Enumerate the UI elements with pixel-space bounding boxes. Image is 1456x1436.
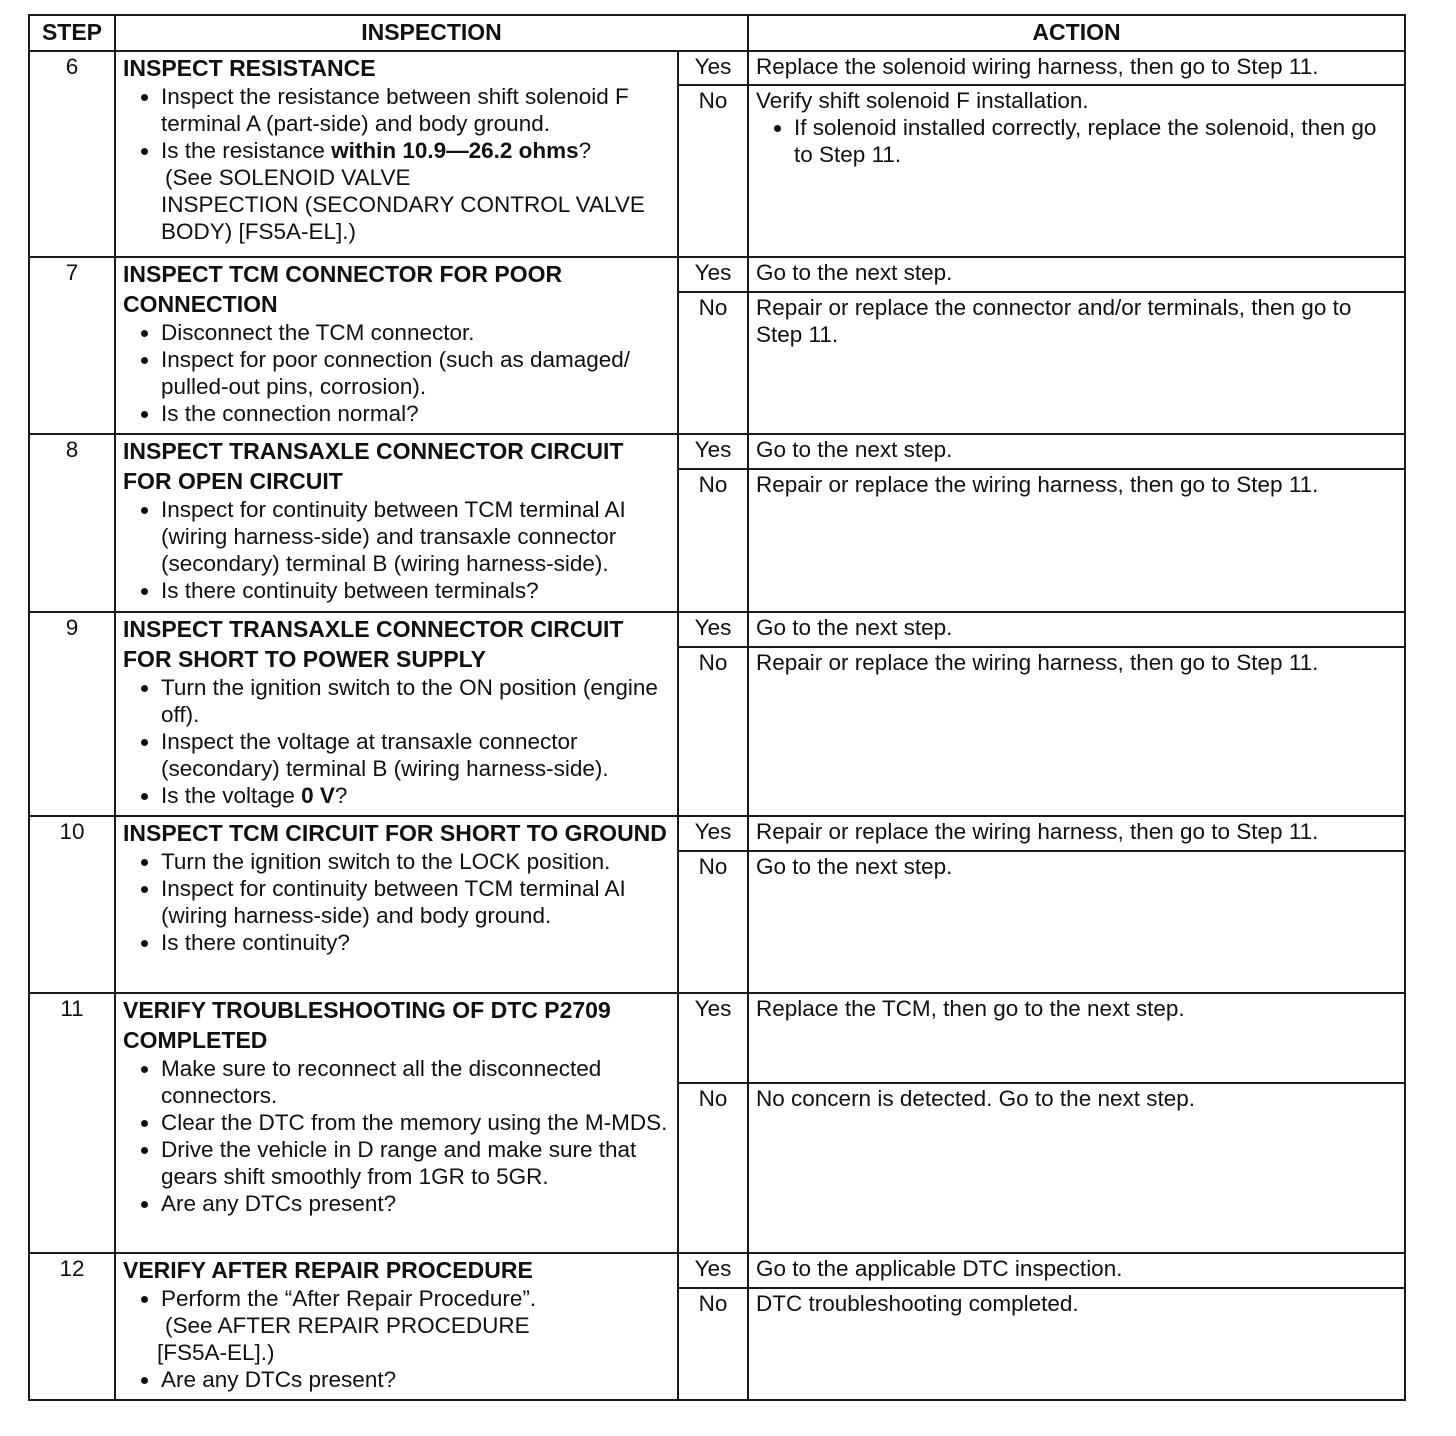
step-9-yes-row: [29, 612, 1405, 647]
inspection-item: • Is there continuity?: [161, 929, 670, 956]
yes-label: Yes: [678, 257, 748, 292]
text: Is the resistance: [161, 138, 332, 163]
inspection-item: • Inspect the voltage at transaxle connector (secondary) terminal B (wiring harness-side).: [161, 728, 670, 782]
yes-action: Go to the applicable DTC inspection.: [748, 1253, 1405, 1288]
step-number: 7: [29, 257, 115, 434]
inspection-cell: [115, 1253, 678, 1400]
inspection-list: [123, 83, 670, 245]
yes-label: Yes: [678, 434, 748, 469]
inspection-list: [123, 1055, 670, 1217]
yes-label: Yes: [678, 993, 748, 1083]
step-number: 12: [29, 1253, 115, 1400]
yes-action: Go to the next step.: [748, 257, 1405, 292]
inspection-item: • Are any DTCs present?: [161, 1190, 670, 1217]
inspection-item: • Inspect for continuity between TCM terminal AI (wiring harness-side) and transaxle connector (secondary) terminal B (wiring harness-side).: [161, 496, 670, 577]
inspection-item: • Inspect for poor connection (such as damaged/ pulled-out pins, corrosion).: [161, 346, 670, 400]
no-action: Go to the next step.: [748, 851, 1405, 993]
inspection-item: • Inspect for continuity between TCM terminal AI (wiring harness-side) and body ground.: [161, 875, 670, 929]
inspection-list: [123, 1285, 670, 1393]
spec-value: within 10.9—26.2 ohms: [331, 138, 579, 163]
inspection-item: • Turn the ignition switch to the ON position (engine off).: [161, 674, 670, 728]
header-row: [29, 15, 1405, 51]
no-label: No: [678, 469, 748, 612]
inspection-list: [123, 848, 670, 956]
step-12-yes-row: [29, 1253, 1405, 1288]
inspection-item: • Are any DTCs present?: [161, 1366, 670, 1393]
step-number: 10: [29, 816, 115, 993]
inspection-item: • Disconnect the TCM connector.: [161, 319, 670, 346]
no-action: Repair or replace the wiring harness, then go to Step 11.: [748, 469, 1405, 612]
text: ?: [334, 783, 348, 808]
inspection-cell: [115, 993, 678, 1253]
inspection-title: INSPECT TCM CONNECTOR FOR POOR CONNECTION: [123, 261, 563, 317]
inspection-cell: [115, 816, 678, 993]
no-label: No: [678, 1288, 748, 1400]
yes-label: Yes: [678, 1253, 748, 1288]
inspection-title: VERIFY TROUBLESHOOTING OF DTC P2709 COMPLETED: [123, 997, 611, 1053]
reference-text: (See AFTER REPAIR PROCEDURE: [165, 1313, 530, 1338]
inspection-title: VERIFY AFTER REPAIR PROCEDURE: [123, 1257, 533, 1283]
no-action: No concern is detected. Go to the next step.: [748, 1083, 1405, 1253]
action-item: • If solenoid installed correctly, replace the solenoid, then go to Step 11.: [794, 114, 1397, 168]
inspection-cell: [115, 434, 678, 612]
no-action-cell: [748, 85, 1405, 257]
text: Perform the “After Repair Procedure”.: [161, 1286, 537, 1311]
no-action: DTC troubleshooting completed.: [748, 1288, 1405, 1400]
inspection-list: [123, 319, 670, 427]
no-label: No: [678, 1083, 748, 1253]
inspection-cell: [115, 257, 678, 434]
step-11-yes-row: [29, 993, 1405, 1083]
header-action: ACTION: [748, 15, 1405, 51]
step-number: 9: [29, 612, 115, 816]
yes-label: Yes: [678, 51, 748, 85]
no-action: Repair or replace the wiring harness, then go to Step 11.: [748, 647, 1405, 816]
no-label: No: [678, 647, 748, 816]
inspection-item: • Drive the vehicle in D range and make sure that gears shift smoothly from 1GR to 5GR.: [161, 1136, 670, 1190]
inspection-item: [161, 137, 670, 245]
spec-value: 0 V: [301, 783, 335, 808]
yes-action: Replace the solenoid wiring harness, then go to Step 11.: [748, 51, 1405, 85]
step-number: 8: [29, 434, 115, 612]
step-10-yes-row: [29, 816, 1405, 851]
inspection-item: • Is the connection normal?: [161, 400, 670, 427]
action-list: [756, 114, 1397, 168]
inspection-item: [157, 1285, 670, 1366]
no-label: No: [678, 292, 748, 434]
inspection-item: • Inspect the resistance between shift solenoid F terminal A (part-side) and body ground.: [161, 83, 670, 137]
inspection-list: [123, 674, 670, 809]
yes-action: Repair or replace the wiring harness, then go to Step 11.: [748, 816, 1405, 851]
yes-action: Replace the TCM, then go to the next step.: [748, 993, 1405, 1083]
inspection-cell: [115, 612, 678, 816]
inspection-title: INSPECT RESISTANCE: [123, 55, 376, 81]
reference-text: (See SOLENOID VALVE: [165, 165, 411, 190]
inspection-cell: [115, 51, 678, 257]
text: ?: [578, 138, 592, 163]
step-number: 11: [29, 993, 115, 1253]
inspection-item: • Make sure to reconnect all the disconnected connectors.: [161, 1055, 670, 1109]
inspection-list: [123, 496, 670, 604]
inspection-title: INSPECT TRANSAXLE CONNECTOR CIRCUIT FOR SHORT TO POWER SUPPLY: [123, 616, 624, 672]
header-inspection: INSPECTION: [115, 15, 748, 51]
yes-label: Yes: [678, 816, 748, 851]
yes-action: Go to the next step.: [748, 612, 1405, 647]
reference-text: INSPECTION (SECONDARY CONTROL VALVE BODY) [FS5A-EL].): [161, 192, 645, 244]
inspection-item: [161, 782, 670, 809]
step-7-yes-row: [29, 257, 1405, 292]
yes-label: Yes: [678, 612, 748, 647]
text: Is the voltage: [161, 783, 302, 808]
inspection-item: • Turn the ignition switch to the LOCK position.: [161, 848, 670, 875]
no-label: No: [678, 851, 748, 993]
inspection-title: INSPECT TRANSAXLE CONNECTOR CIRCUIT FOR OPEN CIRCUIT: [123, 438, 624, 494]
no-label: No: [678, 85, 748, 257]
step-number: 6: [29, 51, 115, 257]
diagnostic-table: [28, 14, 1406, 1401]
no-action: Verify shift solenoid F installation.: [756, 88, 1089, 113]
no-action: Repair or replace the connector and/or terminals, then go to Step 11.: [748, 292, 1405, 434]
inspection-item: • Clear the DTC from the memory using the M-MDS.: [161, 1109, 670, 1136]
header-step: STEP: [29, 15, 115, 51]
yes-action: Go to the next step.: [748, 434, 1405, 469]
inspection-title: INSPECT TCM CIRCUIT FOR SHORT TO GROUND: [123, 820, 667, 846]
step-8-yes-row: [29, 434, 1405, 469]
step-6-yes-row: [29, 51, 1405, 85]
inspection-item: • Is there continuity between terminals?: [161, 577, 670, 604]
reference-text: [FS5A-EL].): [157, 1340, 275, 1365]
